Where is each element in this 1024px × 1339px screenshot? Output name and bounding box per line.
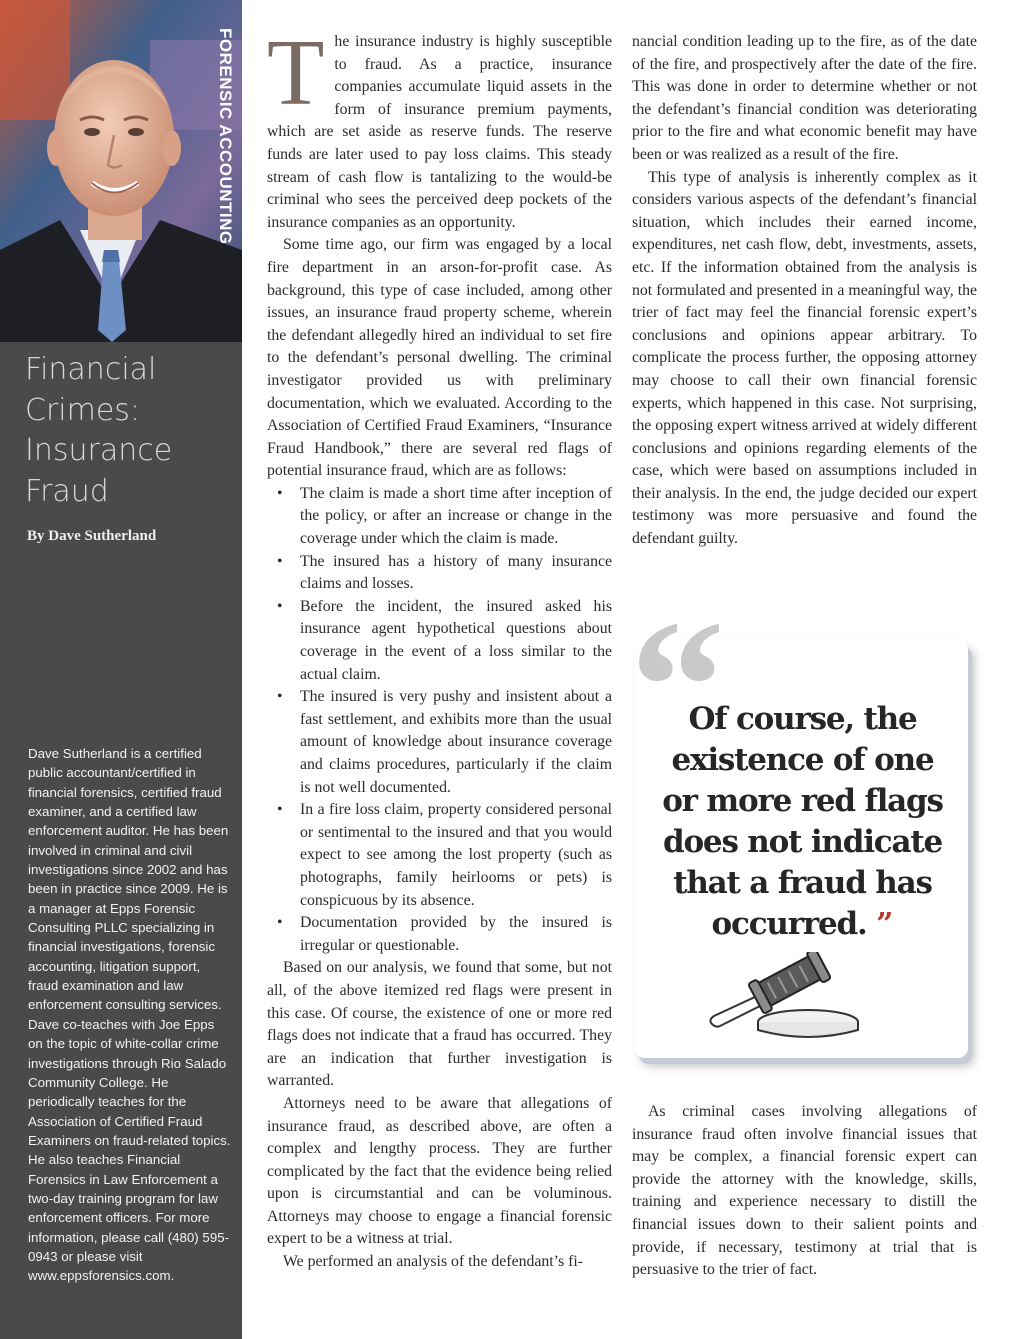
- paragraph: This type of analysis is inherently complex as it considers various aspects of the defendant’s financial situation, which includes their earned income, expenditures, net cash flow, debt, investments, assets, etc. If the information obtained from the analysis is not formulated and presented in a meaningful way, the trier of fact may feel the financial forensic expert’s conclusions and opinions appear arbitrary. To complicate the process further, the opposing attorney may choose to call their own financial forensic experts, which happened in this case. Not surprising, the opposing expert witness arrived at widely different conclusions and opinions regarding elements of the case, which were based on assumptions included in their analysis. In the end, the judge decided our expert testimony was more persuasive and found the defendant guilty.: [632, 168, 977, 548]
- author-portrait: [0, 0, 242, 342]
- bullet: •: [277, 597, 283, 615]
- list-item: [277, 596, 612, 686]
- paragraph-text: he insurance industry is highly susceptible to fraud. As a practice, insurance companies accumulate liquid assets in the form of insurance premium payments, which are set aside as reserve funds. The reserve funds are later used to pay loss claims. This steady stream of cash flow is tantalizing to the would-be criminal who sees the perceived deep pockets of the insurance companies as an opportunity.: [267, 33, 612, 231]
- list-item-text: The insured is very pushy and insistent about a fast settlement, and exhibits more than the usual amount of knowledge about insurance coverage and claims procedures, particularly if the claim is not well documented.: [300, 688, 612, 796]
- pull-quote: [655, 699, 950, 945]
- intro-paragraph: [267, 21, 612, 234]
- bullet: •: [277, 801, 283, 819]
- bullet: •: [277, 914, 283, 932]
- article-column-1: [267, 21, 612, 1274]
- title-line: Financial: [25, 352, 157, 387]
- pull-quote-text: Of course, the existence of one or more red flags does not indicate that a fraud has occurred.: [662, 701, 943, 942]
- paragraph: Attorneys need to be aware that allegations of insurance fraud, as described above, are often a complex and lengthy process. They are further complicated by the fact that the evidence being relied upon is circumstantial and can be voluminous. Attorneys may choose to engage a financial forensic expert to be a witness at trial.: [267, 1094, 612, 1248]
- paragraph: Some time ago, our firm was engaged by a local fire department in an arson-for-profit case. As background, this type of case included, among other issues, an insurance fraud property scheme, wherein the defendant allegedly hired an individual to set fire to the defendant’s personal dwelling. The criminal investigator provided us with preliminary documentation, which we evaluated. According to the Association of Certified Fraud Examiners, “Insurance Fraud Handbook,” there are several red flags of potential insurance fraud, which are as follows:: [267, 236, 612, 480]
- title-line: Insurance: [25, 433, 173, 468]
- red-flags-list: [267, 483, 612, 957]
- list-item-text: The insured has a history of many insurance claims and losses.: [300, 552, 612, 593]
- list-item: [277, 799, 612, 912]
- article-column-2-bottom: [632, 1101, 977, 1282]
- paragraph: We performed an analysis of the defendant’s fi-: [283, 1253, 584, 1271]
- bullet: •: [277, 552, 283, 570]
- sidebar: [0, 0, 242, 1339]
- byline: By Dave Sutherland: [27, 528, 157, 544]
- list-item-text: Before the incident, the insured asked his insurance agent hypothetical questions about coverage in the event of a loss similar to the actual claim.: [300, 597, 612, 683]
- list-item-text: In a fire loss claim, property considered personal or sentimental to the insured and that you would expect to see among the lost property (such as photographs, family heirlooms or pets) is conspicuous by its absence.: [300, 801, 612, 909]
- list-item-text: The claim is made a short time after inception of the policy, or after an increase or change in the coverage under which the claim is made.: [300, 484, 612, 548]
- list-item: [277, 551, 612, 596]
- paragraph: Based on our analysis, we found that some, but not all, of the above itemized red flags were present in this case. Of course, the existence of one or more red flags does not indicate that a fraud has occurred. They are an indication that further investigation is warranted.: [267, 959, 612, 1090]
- bullet: •: [277, 688, 283, 706]
- close-quote-mark: ”: [876, 907, 894, 942]
- paragraph: As criminal cases involving allegations of insurance fraud often involve financial issues that may be complex, a financial forensic expert can provide the attorney with the knowledge, skills, training and experience necessary to distill the financial issues down to their salient points and provide, if necessary, testimony at trial that is persuasive to the trier of fact.: [632, 1103, 977, 1279]
- list-item: [277, 483, 612, 551]
- article-column-2: [632, 31, 977, 551]
- title-line: Crimes:: [25, 392, 141, 428]
- author-bio: Dave Sutherland is a certified public accountant/certified in financial forensics, certified fraud examiner, and a certified law enforcement auditor. He has been involved in criminal and civil investigations since 2002 and has been in practice since 2009. He is a manager at Epps Forensic Consulting PLLC specializing in financial investigations, forensic accounting, litigation support, fraud examination and law enforcement consulting services. Dave co-teaches with Joe Epps on the topic of white-collar crime investigations through Rio Salado Community College. He periodically teaches for the Association of Certified Fraud Examiners on fraud-related topics. He also teaches Financial Forensics in Law Enforcement a two-day training program for law enforcement officers. For more information, please call (480) 595-0943 or please visit www.eppsforensics.com.: [28, 746, 231, 1284]
- gavel-icon: [700, 952, 860, 1040]
- title-line: Fraud: [25, 473, 109, 509]
- list-item: [277, 686, 612, 799]
- section-label: FORENSIC ACCOUNTING: [216, 28, 235, 245]
- bullet: •: [277, 484, 283, 502]
- open-quote-mark: “: [630, 582, 725, 792]
- drop-cap: T: [267, 21, 325, 125]
- list-item-text: Documentation provided by the insured is irregular or questionable.: [300, 914, 612, 954]
- author-photo: [0, 0, 242, 342]
- paragraph: nancial condition leading up to the fire, as of the date of the fire, and prospectively after the date of the fire. This was done in order to determine whether or not the defendant’s financial condition was deteriorating prior to the fire and what economic benefit may have been or was realized as a result of the fire.: [632, 33, 977, 163]
- list-item: [277, 912, 612, 957]
- article-title: [25, 350, 235, 512]
